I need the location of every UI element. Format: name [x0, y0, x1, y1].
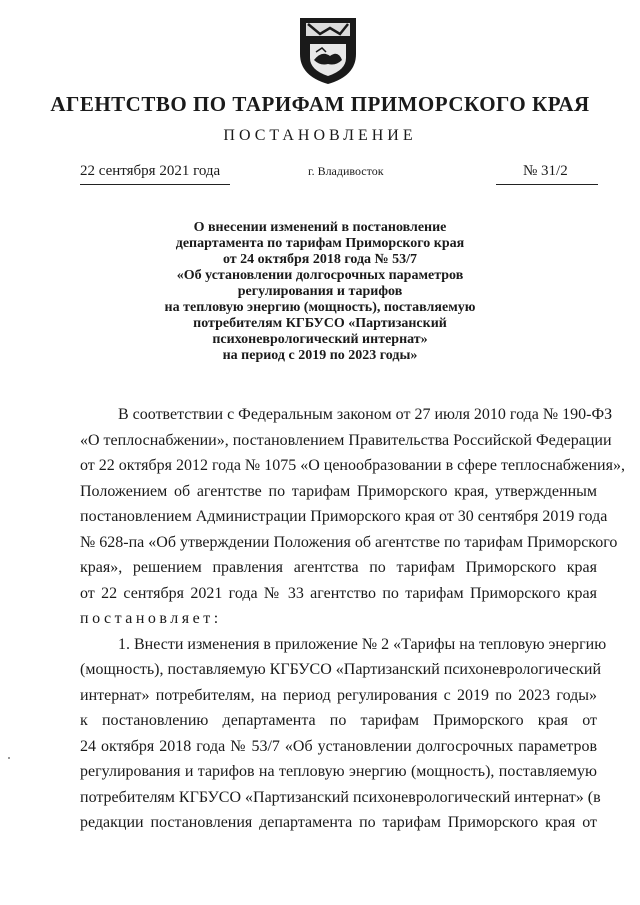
- number-underline: [496, 184, 598, 185]
- title-line: регулирования и тарифов: [237, 284, 403, 299]
- body-line: потребителям КГБУСО «Партизанский психоневрологический интернат» (в: [80, 788, 601, 806]
- body-line: 24 октября 2018 года № 53/7 «Об установлении долгосрочных параметров: [80, 737, 597, 755]
- title-line: «Об установлении долгосрочных параметров: [176, 268, 464, 283]
- document-body: [80, 402, 625, 836]
- body-line: постановлением Администрации Приморского края от 30 сентября 2019 года: [80, 508, 608, 525]
- title-line: психоневрологический интернат»: [212, 332, 428, 347]
- body-line: к постановлению департамента по тарифам Приморского края от: [80, 712, 597, 729]
- date-underline: [80, 184, 230, 185]
- body-line: от 22 сентября 2021 года № 33 агентство по тарифам Приморского края: [80, 584, 597, 602]
- scan-speck: [8, 757, 10, 759]
- coat-of-arms-emblem: [296, 14, 360, 86]
- document-title: [120, 220, 520, 364]
- body-line: от 22 октября 2012 года № 1075 «О ценообразовании в сфере теплоснабжения»,: [80, 457, 625, 474]
- body-line: № 628-па «Об утверждении Положения об агентстве по тарифам Приморского: [80, 533, 618, 551]
- body-line: регулирования и тарифов на тепловую энергию (мощность), поставляемую: [80, 763, 597, 780]
- body-line: редакции постановления департамента по тарифам Приморского края от: [80, 814, 597, 831]
- document-date: 22 сентября 2021 года: [80, 163, 221, 179]
- title-line: О внесении изменений в постановление: [193, 220, 447, 235]
- document-number: № 31/2: [523, 163, 568, 179]
- title-line: департамента по тарифам Приморского края: [175, 236, 465, 251]
- body-line: Положением об агентстве по тарифам Приморского края, утвержденным: [80, 482, 597, 500]
- body-line: «О теплоснабжении», постановлением Правительства Российской Федерации: [80, 431, 612, 449]
- body-line: (мощность), поставляемую КГБУСО «Партизанский психоневрологический: [80, 661, 602, 678]
- body-line-resolves: постановляет:: [80, 610, 222, 627]
- title-line: на период с 2019 по 2023 годы»: [222, 348, 418, 363]
- title-line: от 24 октября 2018 года № 53/7: [222, 252, 418, 267]
- document-city: г. Владивосток: [308, 164, 384, 178]
- body-line: интернат» потребителям, на период регулирования с 2019 по 2023 годы»: [80, 686, 597, 704]
- title-line: на тепловую энергию (мощность), поставляемую: [164, 300, 476, 315]
- agency-name: АГЕНТСТВО ПО ТАРИФАМ ПРИМОРСКОГО КРАЯ: [50, 92, 590, 116]
- document-type: ПОСТАНОВЛЕНИЕ: [223, 127, 417, 144]
- body-line: края», решением правления агентства по тарифам Приморского края: [80, 559, 597, 576]
- body-line: В соответствии с Федеральным законом от 27 июля 2010 года № 190-ФЗ: [118, 406, 613, 423]
- body-line: 1. Внести изменения в приложение № 2 «Тарифы на тепловую энергию: [118, 635, 607, 653]
- title-line: потребителям КГБУСО «Партизанский: [193, 316, 447, 331]
